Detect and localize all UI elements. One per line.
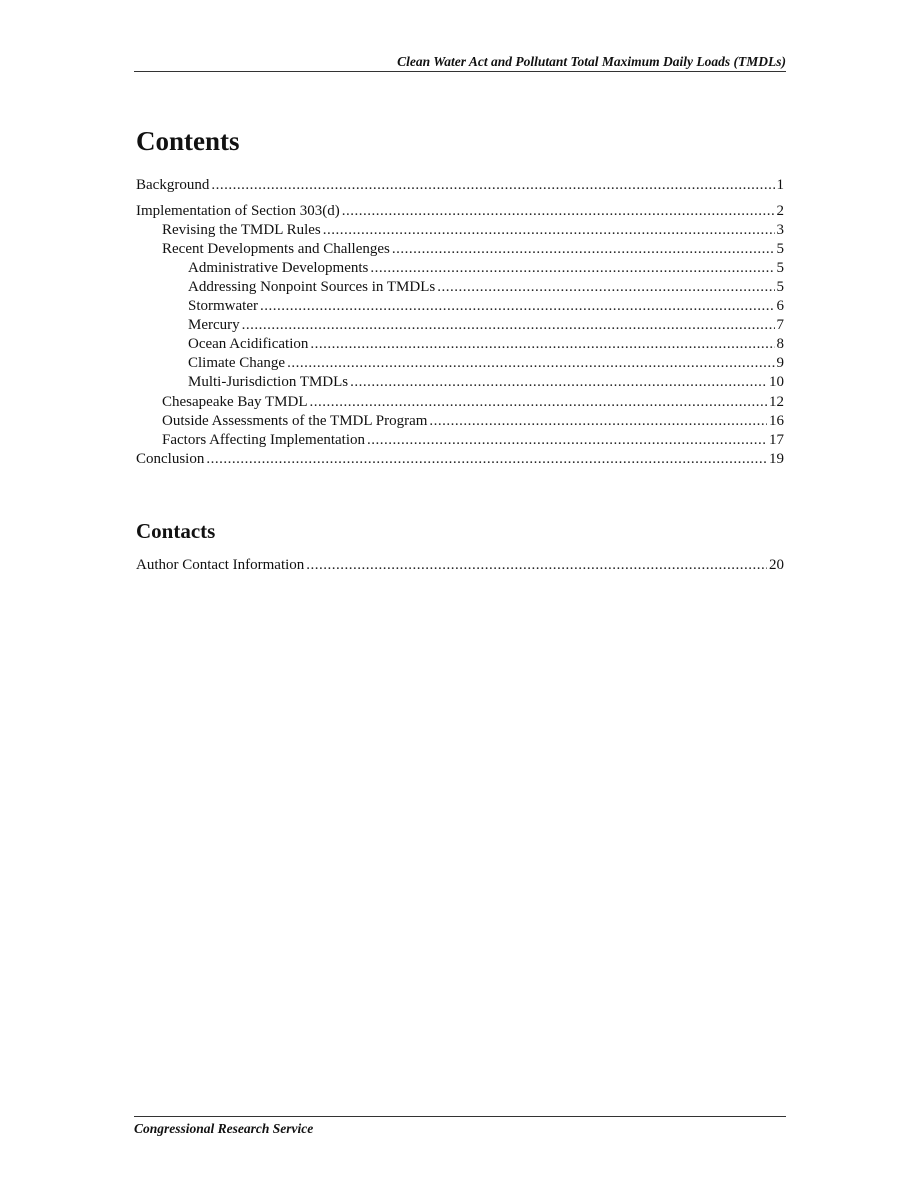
toc-entry-page: 3 [776,221,784,238]
toc-entry-title: Mercury [188,317,240,334]
toc-entry-author-contact[interactable] [136,556,784,575]
contacts-heading: Contacts [136,519,216,543]
dot-leader [392,240,775,259]
dot-leader [310,393,767,412]
dot-leader [242,316,775,335]
toc-entry-outside-assessments[interactable] [136,412,784,431]
dot-leader [306,556,767,575]
contents-heading: Contents [136,126,240,156]
dot-leader [350,373,767,392]
toc-entry-page: 1 [776,177,784,193]
toc-entry-title: Administrative Developments [188,259,369,276]
toc-entry-title: Climate Change [188,355,286,372]
dot-leader [287,354,774,373]
toc-entry-title: Ocean Acidification [188,336,309,353]
toc-entry-page: 5 [776,259,784,276]
toc-entry-mercury[interactable] [136,316,784,335]
toc-entry-page: 2 [776,202,784,219]
toc-entry-title: Revising the TMDL Rules [162,221,321,238]
toc-entry-title: Factors Affecting Implementation [162,431,366,448]
toc-entry-title: Background [136,177,210,193]
toc-entry-chesapeake-bay[interactable] [136,393,784,412]
toc-entry-multi-jurisdiction[interactable] [136,373,784,392]
page-footer: Congressional Research Service [134,1116,786,1137]
dot-leader [260,297,775,316]
toc-entry-title: Outside Assessments of the TMDL Program [162,412,428,429]
toc-entry-page: 9 [776,355,784,372]
toc-entry-conclusion[interactable] [136,450,784,469]
table-of-contents [136,176,784,469]
toc-entry-page: 19 [769,450,784,467]
toc-entry-page: 10 [769,374,784,391]
dot-leader [206,450,767,469]
toc-entry-page: 6 [776,298,784,315]
toc-entry-implementation[interactable] [136,202,784,221]
toc-entry-title: Conclusion [136,450,205,467]
toc-entry-page: 12 [769,393,784,410]
toc-entry-page: 5 [776,278,784,295]
toc-entry-page: 5 [776,240,784,257]
dot-leader [342,202,775,221]
toc-entry-page: 17 [769,431,784,448]
dot-leader [211,176,774,195]
dot-leader [370,259,774,278]
toc-entry-title: Multi-Jurisdiction TMDLs [188,374,349,391]
dot-leader [367,431,767,450]
toc-entry-factors[interactable] [136,431,784,450]
dot-leader [429,412,767,431]
toc-entry-title: Chesapeake Bay TMDL [162,393,308,410]
toc-entry-page: 20 [769,557,784,573]
toc-entry-revising-rules[interactable] [136,221,784,240]
toc-entry-title: Author Contact Information [136,557,305,573]
toc-entry-page: 7 [776,317,784,334]
running-header: Clean Water Act and Pollutant Total Maximum Daily Loads (TMDLs) [134,52,786,72]
toc-entry-ocean-acidification[interactable] [136,335,784,354]
contacts-list [136,556,784,575]
dot-leader [310,335,774,354]
toc-entry-page: 16 [769,412,784,429]
toc-entry-administrative[interactable] [136,259,784,278]
toc-entry-title: Implementation of Section 303(d) [136,202,340,219]
toc-entry-climate-change[interactable] [136,354,784,373]
toc-entry-title: Recent Developments and Challenges [162,240,390,257]
toc-entry-nonpoint-sources[interactable] [136,278,784,297]
toc-entry-title: Addressing Nonpoint Sources in TMDLs [188,278,436,295]
toc-entry-page: 8 [776,336,784,353]
dot-leader [323,221,775,240]
toc-entry-background[interactable] [136,176,784,195]
dot-leader [437,278,774,297]
toc-entry-title: Stormwater [188,298,258,315]
toc-entry-recent-developments[interactable] [136,240,784,259]
toc-entry-stormwater[interactable] [136,297,784,316]
